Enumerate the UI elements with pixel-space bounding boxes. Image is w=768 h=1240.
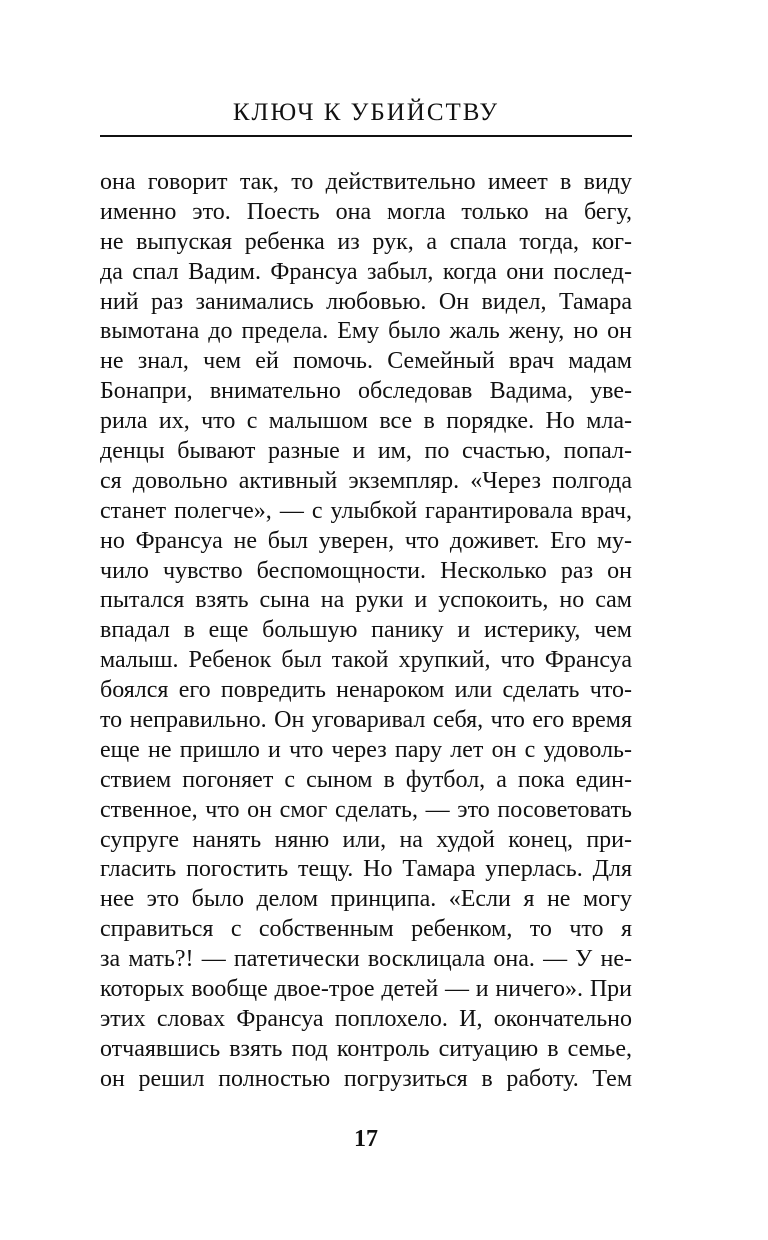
text-line: малыш. Ребенок был такой хрупкий, что Франсуа — [100, 647, 632, 674]
text-line: ся довольно активный экземпляр. «Через полгода — [100, 467, 632, 494]
text-line: впадал в еще большую панику и истерику, чем — [100, 617, 632, 644]
header-rule — [100, 135, 632, 137]
text-line: этих словах Франсуа поплохело. И, окончательно — [100, 1005, 632, 1032]
text-line: ствием погоняет с сыном в футбол, а пока един- — [100, 766, 632, 793]
body-text — [100, 168, 632, 1095]
text-line: еще не пришло и что через пару лет он с удоволь- — [100, 736, 632, 763]
text-line: именно это. Поесть она могла только на бегу, — [100, 198, 632, 225]
text-line: вымотана до предела. Ему было жаль жену, но он — [100, 318, 632, 345]
text-line: но Франсуа не был уверен, что доживет. Его му- — [100, 527, 632, 554]
page-number: 17 — [354, 1126, 378, 1152]
text-line: Бонапри, внимательно обследовав Вадима, уве- — [100, 378, 632, 405]
text-line: да спал Вадим. Франсуа забыл, когда они послед- — [100, 258, 632, 285]
text-line: которых вообще двое-трое детей — и ничего». При — [100, 976, 632, 1003]
text-line: станет полегче», — с улыбкой гарантировала врач, — [100, 497, 632, 524]
running-title: КЛЮЧ К УБИЙСТВУ — [232, 99, 500, 126]
text-line: справиться с собственным ребенком, то что я — [100, 916, 632, 943]
text-line: пытался взять сына на руки и успокоить, но сам — [100, 587, 632, 614]
text-line: гласить погостить тещу. Но Тамара уперлась. Для — [100, 856, 632, 883]
text-line: не выпуская ребенка из рук, а спала тогда, ког- — [100, 228, 632, 255]
text-line: боялся его повредить ненароком или сделать что- — [100, 677, 632, 704]
text-line: отчаявшись взять под контроль ситуацию в семье, — [100, 1035, 632, 1062]
text-line: он решил полностью погрузиться в работу. Тем — [100, 1065, 632, 1092]
text-line: рила их, что с малышом все в порядке. Но мла- — [100, 408, 632, 435]
text-line: ний раз занимались любовью. Он видел, Тамара — [100, 288, 632, 315]
text-line: чило чувство беспомощности. Несколько раз он — [100, 557, 632, 584]
text-line: не знал, чем ей помочь. Семейный врач мадам — [100, 348, 632, 375]
text-line: супруге нанять няню или, на худой конец, при- — [100, 826, 632, 853]
text-line: то неправильно. Он уговаривал себя, что его время — [100, 707, 632, 734]
text-line: за мать?! — патетически восклицала она. — У не- — [100, 946, 632, 973]
text-line: она говорит так, то действительно имеет в виду — [100, 169, 632, 195]
text-line: нее это было делом принципа. «Если я не могу — [100, 886, 632, 913]
text-line: денцы бывают разные и им, по счастью, попал- — [100, 438, 632, 465]
text-line: ственное, что он смог сделать, — это посоветовать — [100, 796, 632, 823]
